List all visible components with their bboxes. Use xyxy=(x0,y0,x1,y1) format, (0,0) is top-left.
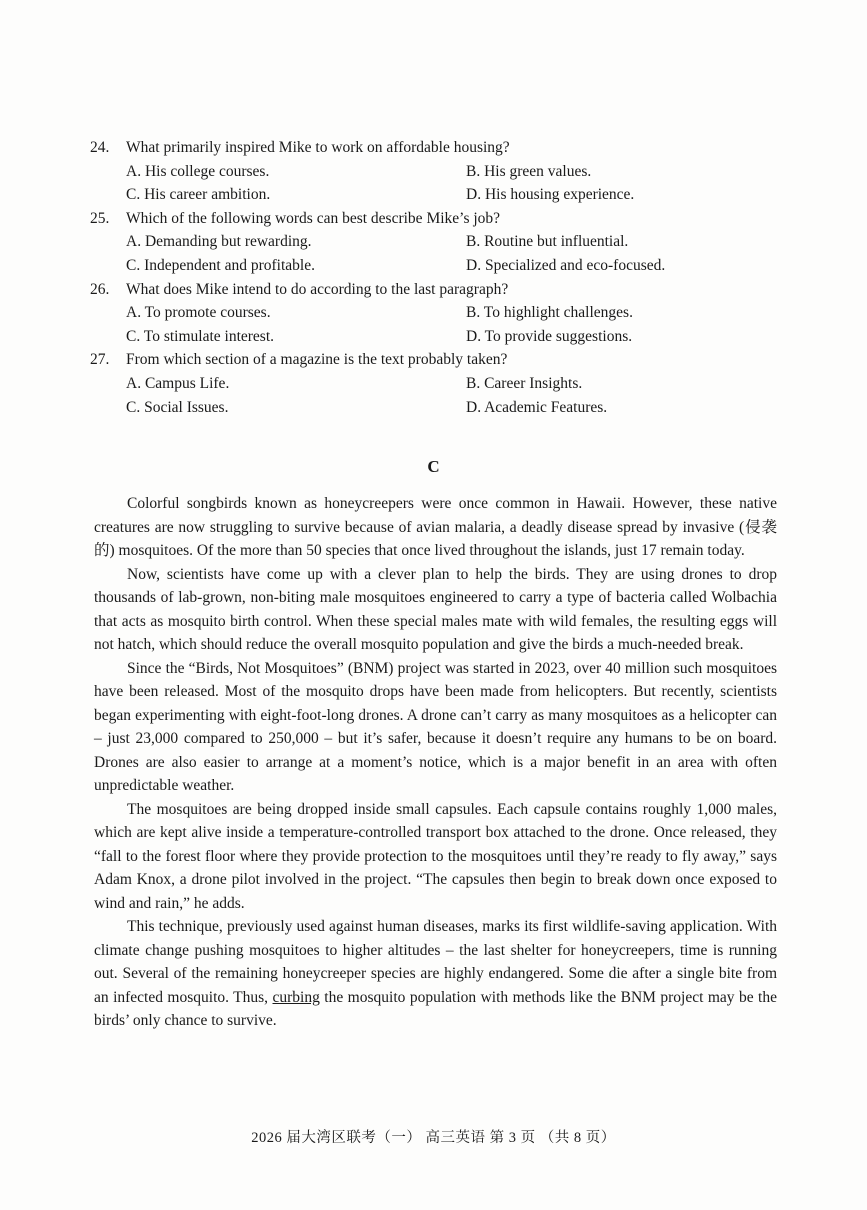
option-a: A. To promote courses. xyxy=(126,304,271,322)
option-c: C. His career ambition. xyxy=(126,186,271,204)
option-c: C. Social Issues. xyxy=(126,398,229,416)
question-number: 24. xyxy=(90,139,110,156)
question-stem: What primarily inspired Mike to work on affordable housing? xyxy=(126,139,510,156)
option-a: A. Campus Life. xyxy=(126,374,230,392)
option-c: C. To stimulate interest. xyxy=(126,327,275,345)
paragraph-text-before: This technique, previously used against human diseases, marks its first wildlife-saving application. With climate change pushing mosquitoes to higher altitudes – the last shelter for honeycreepers, time is running out. Several of the remaining honeycreeper species are highly endangered. Some die after a single bite from an infected mosquito. Thus, xyxy=(94,918,777,1006)
option-d: D. His housing experience. xyxy=(466,186,635,204)
question-list xyxy=(90,136,790,419)
section-heading: C xyxy=(427,457,440,476)
option-b: B. Routine but influential. xyxy=(466,233,629,251)
passage-paragraph-3: Since the “Birds, Not Mosquitoes” (BNM) project was started in 2023, over 40 million such mosquitoes have been released. Most of the mosquito drops have been made from helicopters. But recently, scientists began experimenting with eight-foot-long drones. A drone can’t carry as many mosquitoes as a helicopter can – just 23,000 compared to 250,000 – but it’s safer, because it doesn’t require any humans to be on board. Drones are also easier to arrange at a moment’s notice, which is a major benefit in an area with often unpredictable weather. xyxy=(94,659,777,794)
reading-passage xyxy=(94,492,777,1033)
option-d: D. Academic Features. xyxy=(466,398,608,416)
question-27 xyxy=(90,348,790,419)
page-footer: 2026 届大湾区联考（一） 高三英语 第 3 页 （共 8 页） xyxy=(251,1130,616,1146)
option-a: A. Demanding but rewarding. xyxy=(126,233,312,251)
option-d: D. To provide suggestions. xyxy=(466,327,633,345)
question-24 xyxy=(90,136,790,207)
question-number: 25. xyxy=(90,209,110,227)
passage-paragraph-5 xyxy=(94,915,777,1033)
option-d: D. Specialized and eco-focused. xyxy=(466,256,666,274)
question-number: 27. xyxy=(90,351,110,369)
option-b: B. His green values. xyxy=(466,162,592,180)
question-26 xyxy=(90,278,790,349)
question-number: 26. xyxy=(90,280,110,298)
option-b: B. Career Insights. xyxy=(466,374,583,392)
option-a: A. His college courses. xyxy=(126,162,270,180)
option-c: C. Independent and profitable. xyxy=(126,256,315,274)
underlined-word: curbing xyxy=(272,988,320,1006)
passage-paragraph-4: The mosquitoes are being dropped inside small capsules. Each capsule contains roughly 1,000 males, which are kept alive inside a temperature-controlled transport box attached to the drone. Once released, they “fall to the forest floor where they provide protection to the mosquitoes until they’re ready to fly away,” says Adam Knox, a drone pilot involved in the project. “The capsules then begin to break down once exposed to wind and rain,” he adds. xyxy=(94,800,777,912)
question-stem: Which of the following words can best describe Mike’s job? xyxy=(126,209,501,227)
question-stem: From which section of a magazine is the text probably taken? xyxy=(126,351,508,369)
question-stem: What does Mike intend to do according to the last paragraph? xyxy=(126,280,509,298)
paragraph-text-after: the mosquito population with methods like the BNM project may be the birds’ only chance to survive. xyxy=(94,988,777,1029)
question-25 xyxy=(90,207,790,278)
passage-paragraph-2: Now, scientists have come up with a clever plan to help the birds. They are using drones to drop thousands of lab-grown, non-biting male mosquitoes engineered to carry a type of bacteria called Wolbachia that acts as mosquito birth control. When these special males mate with wild females, the resulting eggs will not hatch, which should reduce the overall mosquito population and give the birds a much-needed break. xyxy=(94,565,777,653)
passage-paragraph-1: Colorful songbirds known as honeycreepers were once common in Hawaii. However, these native creatures are now struggling to survive because of avian malaria, a deadly disease spread by invasive (侵袭的) mosquitoes. Of the more than 50 species that once lived throughout the islands, just 17 remain today. xyxy=(94,495,777,559)
option-b: B. To highlight challenges. xyxy=(466,304,633,322)
